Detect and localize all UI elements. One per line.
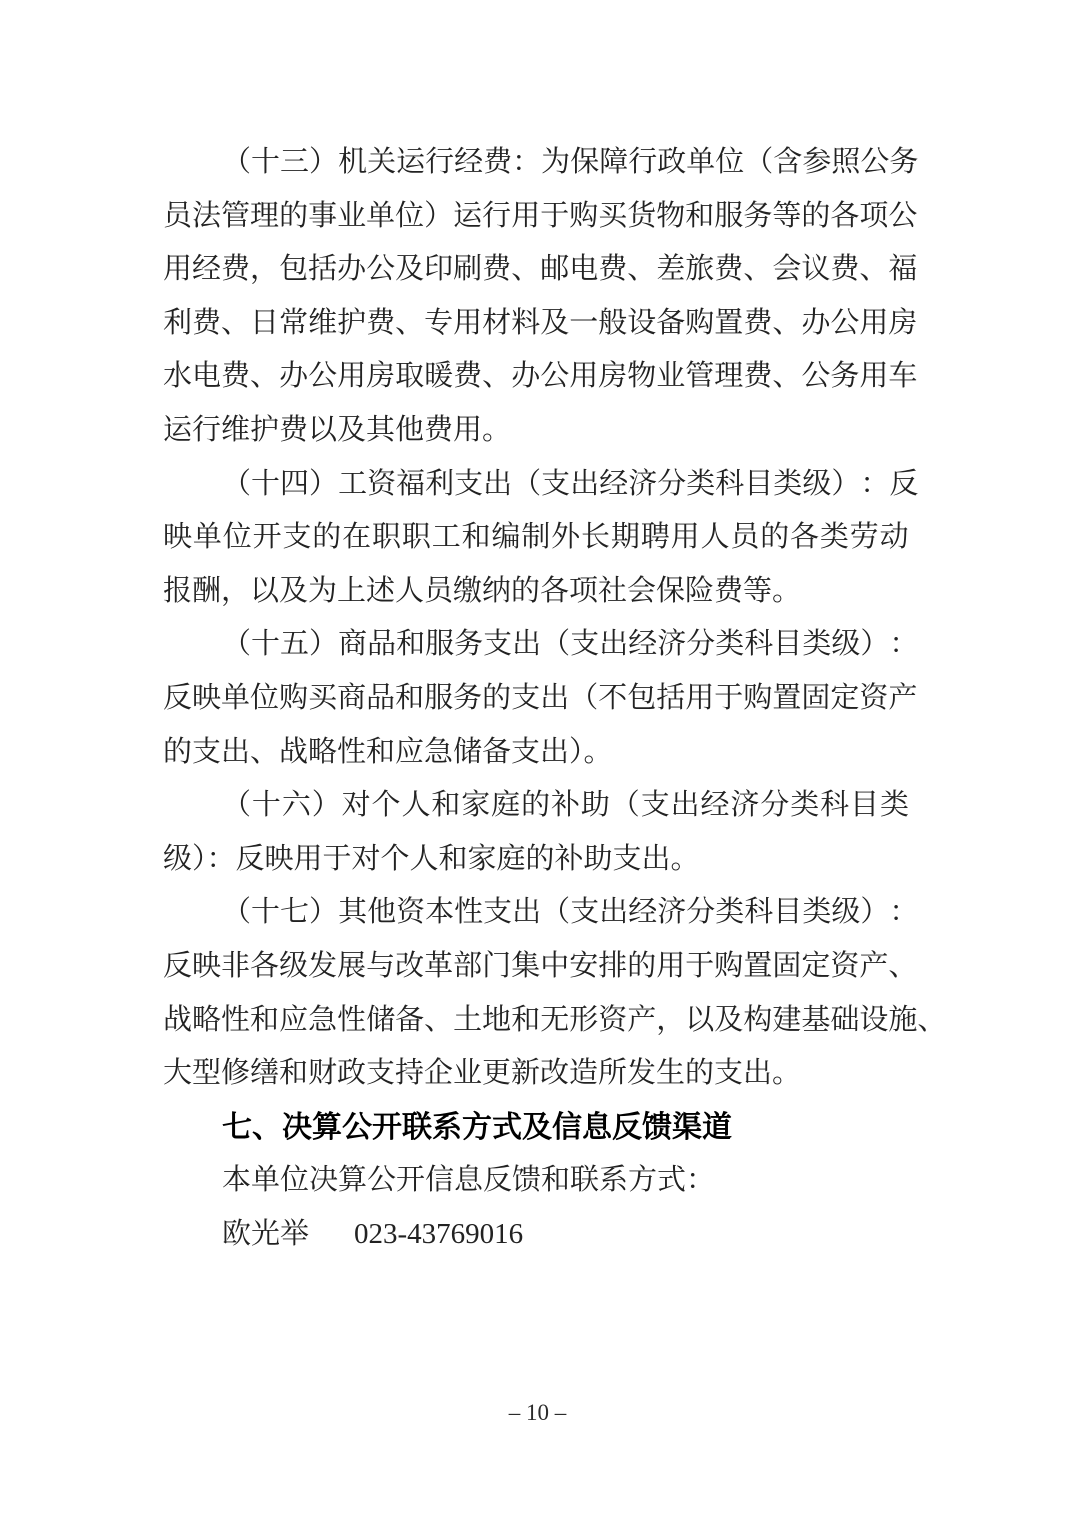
page-footer bbox=[0, 1398, 1075, 1428]
contact-name: 欧光举 bbox=[222, 1217, 310, 1250]
text-line: 运行维护费以及其他费用。 bbox=[163, 413, 512, 446]
text-line: 反 映 单 位 购 买 商 品 和 服 务 的 支 出 （ 不 包 括 用 于 购 置 固 定 资 产 bbox=[163, 681, 918, 714]
text-line: 大型修缮和财政支持企业更新改造所发生的支出。 bbox=[163, 1057, 802, 1090]
text-line: 员 法 管 理 的 事 业 单 位 ） 运 行 用 于 购 买 货 物 和 服 务 等 的 各 项 公 bbox=[163, 199, 918, 232]
text-line: （ 十 七 ） 其 他 资 本 性 支 出 （ 支 出 经 济 分 类 科 目 类 级 ） ： bbox=[222, 896, 919, 929]
text-line: 战 略 性 和 应 急 性 储 备 、 土 地 和 无 形 资 产 ， 以 及 构 建 基 础 设 施 、 bbox=[163, 1003, 947, 1036]
text-line: 的支出、战略性和应急储备支出）。 bbox=[163, 735, 613, 768]
section-heading: 七、决算公开联系方式及信息反馈渠道 bbox=[222, 1110, 732, 1144]
text-line: 用 经 费 ， 包 括 办 公 及 印 刷 费 、 邮 电 费 、 差 旅 费 、 会 议 费 、 福 bbox=[163, 253, 918, 286]
text-line: 水 电 费 、 办 公 用 房 取 暖 费 、 办 公 用 房 物 业 管 理 费 、 公 务 用 车 bbox=[163, 360, 918, 393]
page-number: – 10 – bbox=[508, 1400, 567, 1425]
text-line: （ 十 五 ） 商 品 和 服 务 支 出 （ 支 出 经 济 分 类 科 目 类 级 ） ： bbox=[222, 628, 919, 661]
text-line: （ 十 四 ） 工 资 福 利 支 出 （ 支 出 经 济 分 类 科 目 类 级 ） ： 反 bbox=[222, 467, 919, 500]
text-line: （ 十 六 ） 对 个 人 和 家 庭 的 补 助 （ 支 出 经 济 分 类 科 目 类 bbox=[222, 789, 909, 822]
contact-intro-line: 本单位决算公开信息反馈和联系方式： bbox=[222, 1164, 716, 1197]
text-line: 映 单 位 开 支 的 在 职 职 工 和 编 制 外 长 期 聘 用 人 员 的 各 类 劳 动 bbox=[163, 521, 909, 554]
text-line: （ 十 三 ） 机 关 运 行 经 费 ： 为 保 障 行 政 单 位 （ 含 参 照 公 务 bbox=[222, 146, 919, 178]
text-line: 利 费 、 日 常 维 护 费 、 专 用 材 料 及 一 般 设 备 购 置 费 、 办 公 用 房 bbox=[163, 306, 918, 339]
text-line: 反 映 非 各 级 发 展 与 改 革 部 门 集 中 安 排 的 用 于 购 置 固 定 资 产 、 bbox=[163, 949, 918, 982]
document-body bbox=[163, 136, 947, 1261]
contact-phone: 023-43769016 bbox=[354, 1217, 524, 1250]
contact-line bbox=[222, 1208, 909, 1262]
text-line: 级）：反映用于对个人和家庭的补助支出。 bbox=[163, 842, 700, 875]
text-line: 报酬，以及为上述人员缴纳的各项社会保险费等。 bbox=[163, 574, 802, 607]
